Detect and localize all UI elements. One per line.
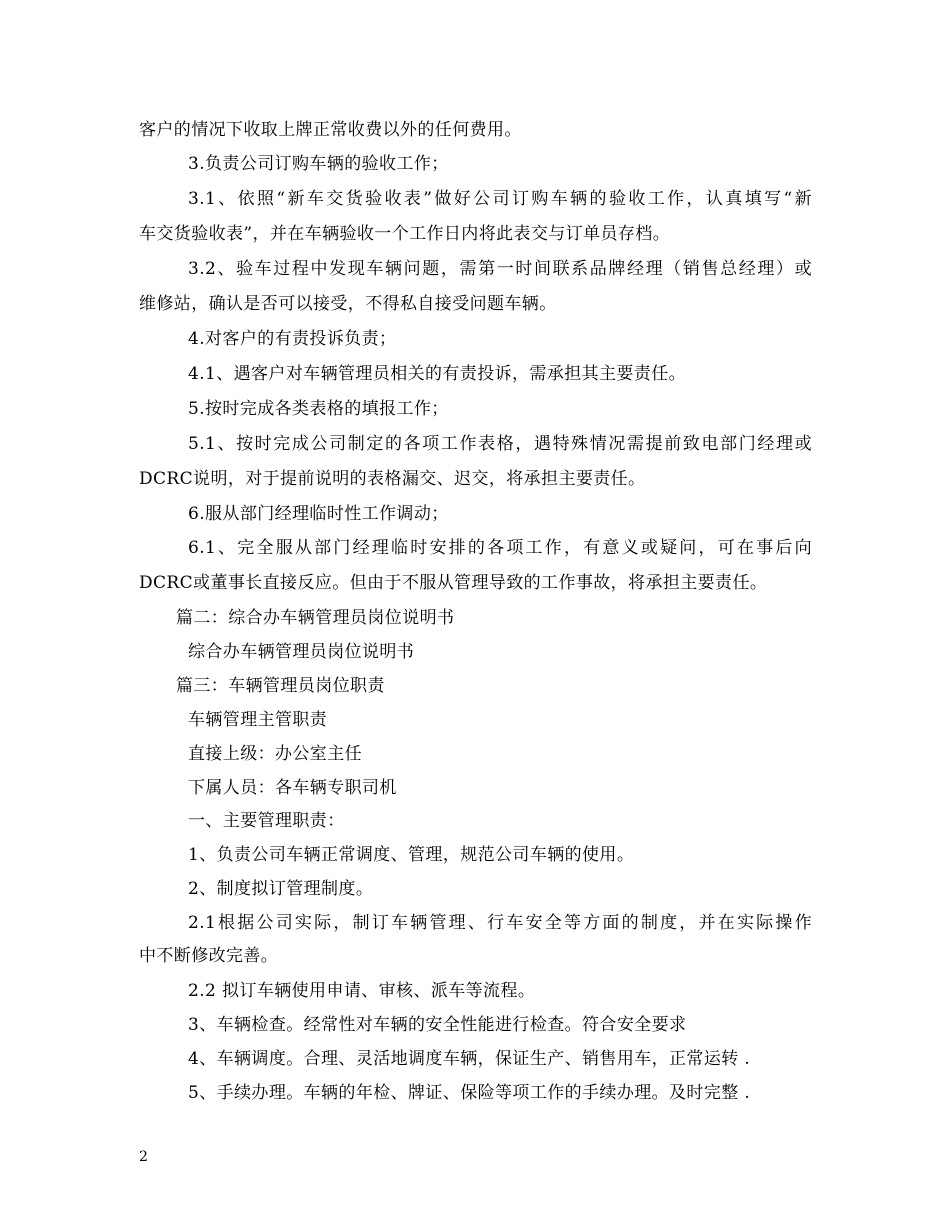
section-heading: 篇二：综合办车辆管理员岗位说明书 bbox=[176, 608, 455, 628]
text-line: 1、负责公司车辆正常调度、管理，规范公司车辆的使用。 bbox=[188, 845, 635, 865]
text-line: 2.2 拟订车辆使用申请、审核、派车等流程。 bbox=[188, 981, 536, 1001]
text-line: 一、主要管理职责： bbox=[188, 811, 345, 831]
text-line: 车辆管理主管职责 bbox=[188, 710, 328, 730]
text-line: 4.对客户的有责投诉负责； bbox=[188, 329, 397, 349]
text-line: DCRC说明，对于提前说明的表格漏交、迟交，将承担主要责任。 bbox=[139, 469, 646, 489]
text-line: 4.1、遇客户对车辆管理员相关的有责投诉，需承担其主要责任。 bbox=[188, 364, 687, 384]
text-line: 6.服从部门经理临时性工作调动； bbox=[188, 504, 449, 524]
text-line: 5.1、按时完成公司制定的各项工作表格，遇特殊情况需提前致电部门经理或 bbox=[188, 434, 812, 454]
text-line: 直接上级：办公室主任 bbox=[188, 744, 362, 764]
section-heading: 篇三：车辆管理员岗位职责 bbox=[176, 676, 385, 696]
text-line: 2、制度拟订管理制度。 bbox=[188, 879, 374, 899]
text-line: 3、车辆检查。经常性对车辆的安全性能进行检查。符合安全要求 bbox=[188, 1015, 687, 1035]
page-number: 2 bbox=[139, 1149, 148, 1165]
text-line: 车交货验收表”，并在车辆验收一个工作日内将此表交与订单员存档。 bbox=[139, 224, 671, 244]
text-line: 3.负责公司订购车辆的验收工作； bbox=[188, 154, 449, 174]
text-line: 3.1、依照“新车交货验收表”做好公司订购车辆的验收工作，认真填写“新 bbox=[188, 189, 812, 209]
text-line: 3.2、验车过程中发现车辆问题，需第一时间联系品牌经理（销售总经理）或 bbox=[188, 259, 812, 279]
text-line: 5.按时完成各类表格的填报工作； bbox=[188, 399, 449, 419]
text-line: 下属人员：各车辆专职司机 bbox=[188, 778, 397, 798]
text-line: 6.1、完全服从部门经理临时安排的各项工作，有意义或疑问，可在事后向 bbox=[188, 538, 812, 558]
text-line: 客户的情况下收取上牌正常收费以外的任何费用。 bbox=[139, 120, 522, 140]
text-line: 中不断修改完善。 bbox=[139, 946, 279, 966]
text-line: 5、手续办理。车辆的年检、牌证、保险等项工作的手续办理。及时完整 . bbox=[188, 1083, 751, 1103]
text-line: 综合办车辆管理员岗位说明书 bbox=[188, 642, 415, 662]
text-line: 4、车辆调度。合理、灵活地调度车辆，保证生产、销售用车，正常运转 . bbox=[188, 1049, 751, 1069]
text-line: 维修站，确认是否可以接受，不得私自接受问题车辆。 bbox=[139, 294, 557, 314]
text-line: 2.1根据公司实际，制订车辆管理、行车安全等方面的制度，并在实际操作 bbox=[188, 913, 812, 933]
text-line: DCRC或董事长直接反应。但由于不服从管理导致的工作事故，将承担主要责任。 bbox=[139, 573, 768, 593]
